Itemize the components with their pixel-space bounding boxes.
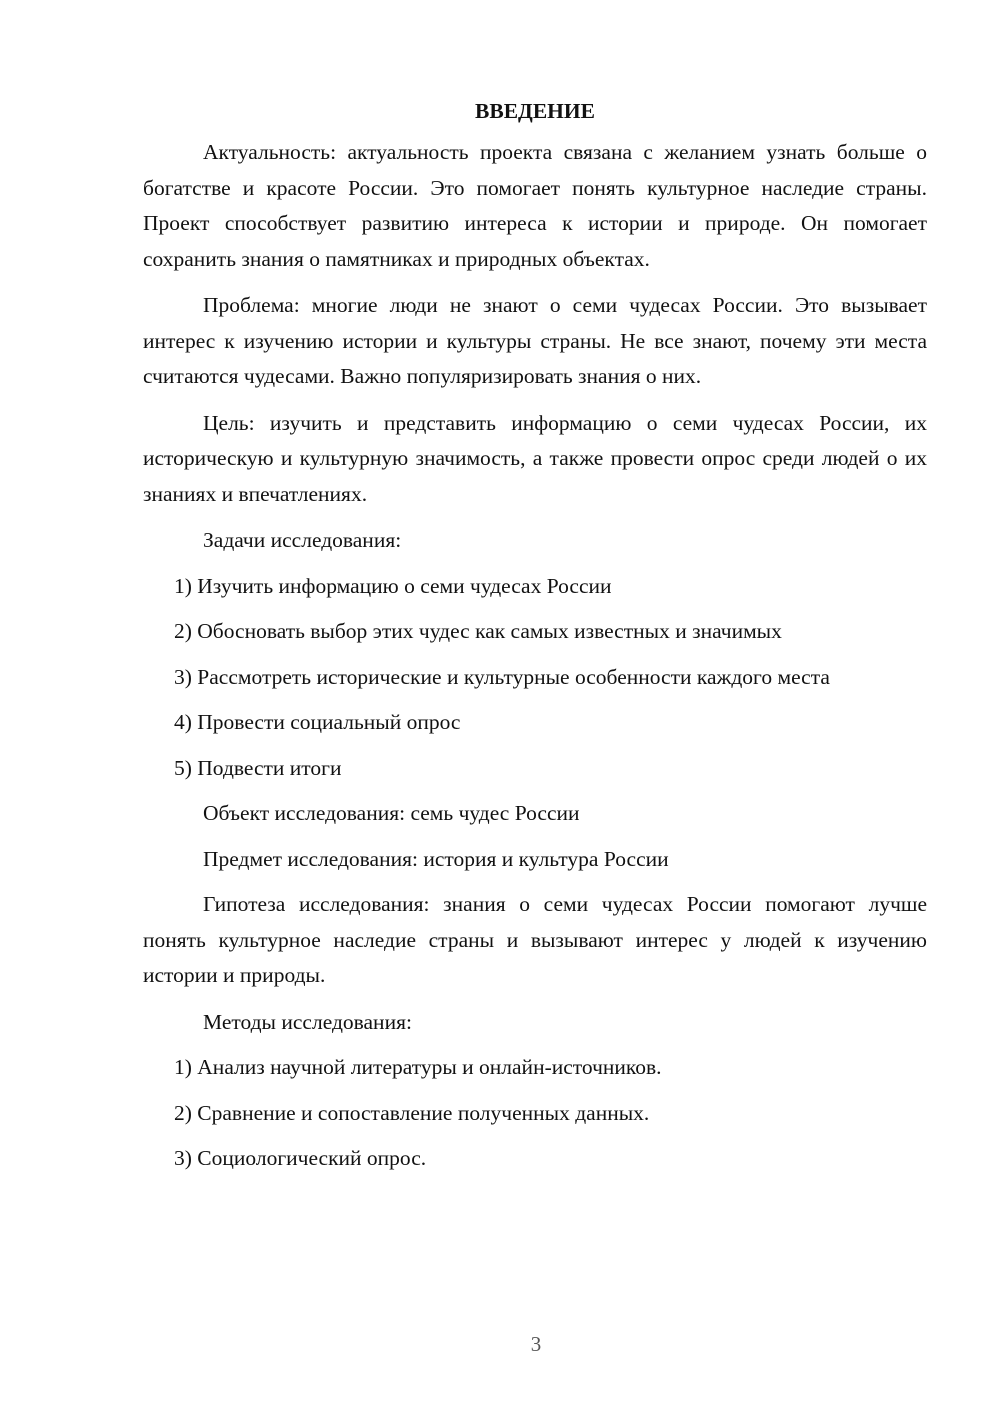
task-item: 2) Обосновать выбор этих чудес как самых известных и значимых [174, 619, 782, 643]
object-line: Объект исследования: семь чудес России [203, 801, 580, 825]
relevance-paragraph: Актуальность: актуальность проекта связана с желанием узнать больше о богатстве и красоте России. Это помогает понять культурное наследие страны. Проект способствует развитию интереса к истории и природе. Он помогает сохранить знания о памятниках и природных объектах. [143, 140, 927, 271]
page-number: 3 [530, 1332, 542, 1356]
hypothesis-paragraph: Гипотеза исследования: знания о семи чудесах России помогают лучше понять культурное наследие страны и вызывают интерес у людей к изучению истории и природы. [143, 892, 927, 987]
methods-title: Методы исследования: [203, 1009, 412, 1034]
method-item: 3) Социологический опрос. [174, 1146, 427, 1170]
method-item: 1) Анализ научной литературы и онлайн-источников. [174, 1055, 662, 1079]
tasks-title: Задачи исследования: [203, 528, 402, 552]
task-item: 3) Рассмотреть исторические и культурные особенности каждого места [174, 664, 830, 689]
problem-paragraph: Проблема: многие люди не знают о семи чудесах России. Это вызывает интерес к изучению истории и культуры страны. Не все знают, почему эти места считаются чудесами. Важно популяризировать знания о них. [143, 293, 927, 388]
goal-paragraph: Цель: изучить и представить информацию о семи чудесах России, их историческую и культурную значимость, а также провести опрос среди людей о их знаниях и впечатлениях. [143, 410, 927, 506]
document-body [143, 93, 927, 1187]
subject-line: Предмет исследования: история и культура России [203, 846, 669, 871]
page-title: ВВЕДЕНИЕ [475, 99, 595, 123]
task-item: 4) Провести социальный опрос [174, 710, 461, 734]
task-item: 1) Изучить информацию о семи чудесах России [174, 573, 612, 598]
method-item: 2) Сравнение и сопоставление полученных данных. [174, 1100, 650, 1125]
task-item: 5) Подвести итоги [174, 755, 342, 780]
